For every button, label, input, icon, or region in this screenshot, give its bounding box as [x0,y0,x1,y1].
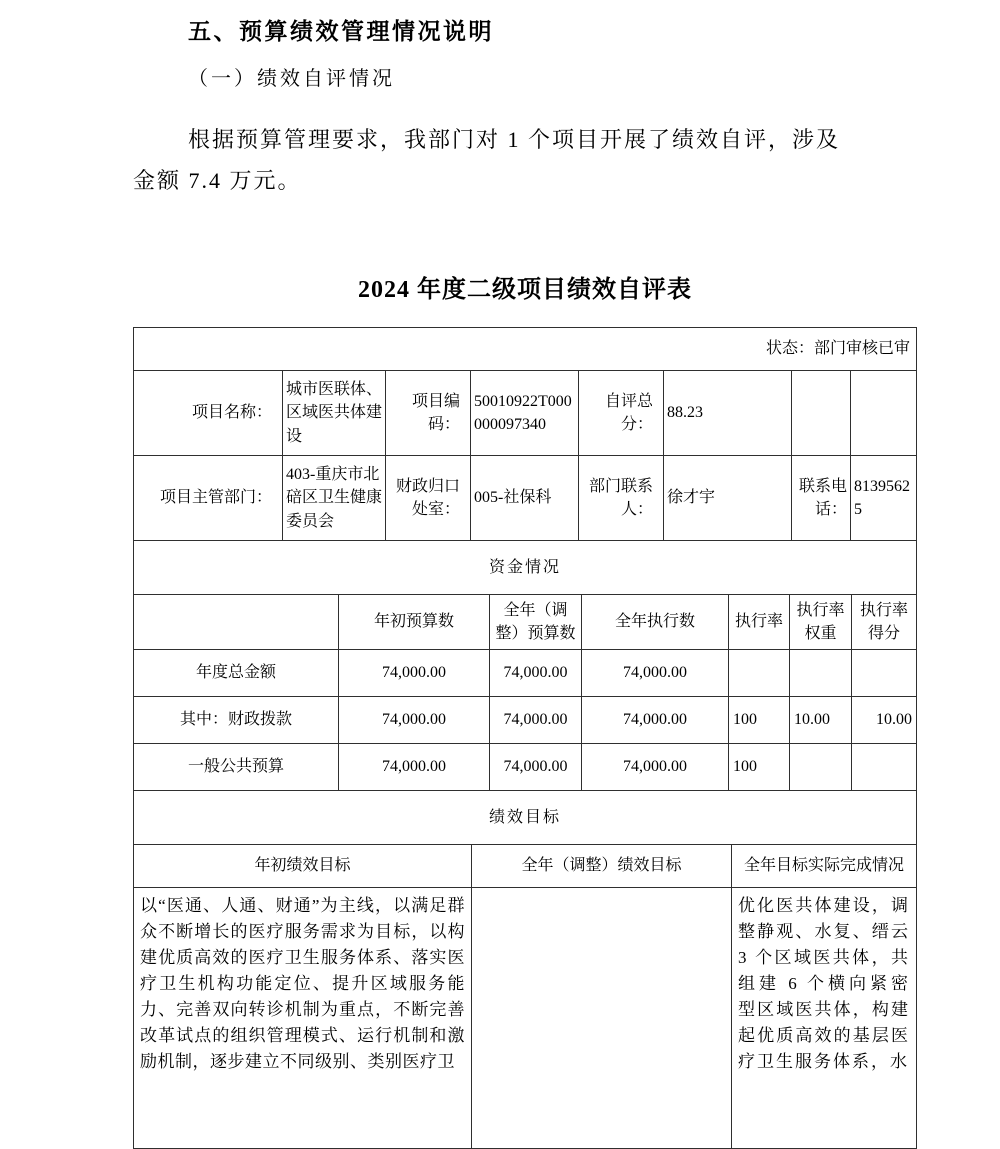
funds-row [134,743,916,790]
self-evaluation-table [133,327,917,1149]
table-row [134,790,916,844]
table-row [134,370,916,455]
dept-label: 项目主管部门： [159,489,272,507]
project-name-label: 项目名称： [191,404,272,422]
table-row [134,594,916,649]
funds-adjusted-budget-cell: 74,000.00 [489,650,581,696]
table-row [134,540,916,594]
funds-executed-cell: 74,000.00 [581,697,728,743]
project-code-label: 项目编码： [385,371,470,455]
table-row [134,455,916,540]
funds-header-initial-budget: 年初预算数 [338,595,489,649]
funds-section-title: 资金情况 [488,558,561,576]
table-row [134,844,916,887]
goals-header-actual: 全年目标实际完成情况 [731,845,916,887]
project-name-value: 城市医联体、区域医共体建设 [282,371,385,455]
project-code-value: 50010922T000000097340 [470,371,578,455]
funds-header-exec-rate: 执行率 [728,595,789,649]
finance-office-value: 005-社保科 [470,456,578,540]
sub-heading: （一）绩效自评情况 [188,68,395,90]
self-eval-score-label: 自评总分： [578,371,663,455]
section-heading: 五、预算绩效管理情况说明 [188,18,494,44]
adjusted-goal-text [471,888,731,1148]
actual-completion-text: 优化医共体建设，调整静观、水复、缙云 3 个区域医共体，共组建 6 个横向紧密型区域医共体，构建起优质高效的基层医疗卫生服务体系，水 [731,888,916,1148]
funds-row-label: 其中：财政拨款 [179,711,292,729]
funds-executed-cell: 74,000.00 [581,744,728,790]
empty-cell [791,371,850,455]
funds-header-rate-score: 执行率得分 [851,595,916,649]
table-title: 2024 年度二级项目绩效自评表 [358,277,692,303]
funds-row-label: 一般公共预算 [187,758,284,776]
status-cell: 状态：部门审核已审 [765,340,910,358]
self-eval-score-value: 88.23 [663,371,791,455]
funds-executed-cell: 74,000.00 [581,650,728,696]
goals-section-title: 绩效目标 [488,808,561,826]
phone-value: 81395625 [850,456,916,540]
funds-initial-budget-cell: 74,000.00 [338,744,489,790]
table-row [134,887,916,1148]
goals-header-initial: 年初绩效目标 [254,857,351,875]
funds-header-executed: 全年执行数 [581,595,728,649]
funds-row [134,649,916,696]
funds-rate-score-cell: 10.00 [851,697,916,743]
funds-header-adjusted-budget: 全年（调整）预算数 [489,595,581,649]
finance-office-label: 财政归口处室： [385,456,470,540]
funds-initial-budget-cell: 74,000.00 [338,697,489,743]
table-row [134,328,916,370]
funds-exec-rate-cell [728,650,789,696]
empty-cell [850,371,916,455]
funds-header-empty [134,595,338,649]
funds-row [134,696,916,743]
funds-row-label: 年度总金额 [195,664,276,682]
dept-value: 403-重庆市北碚区卫生健康委员会 [282,456,385,540]
funds-initial-budget-cell: 74,000.00 [338,650,489,696]
funds-rate-score-cell [851,744,916,790]
phone-label: 联系电话： [791,456,850,540]
funds-rate-weight-cell [789,650,851,696]
funds-rate-weight-cell [789,744,851,790]
funds-exec-rate-cell: 100 [728,744,789,790]
funds-header-rate-weight: 执行率权重 [789,595,851,649]
contact-label: 部门联系人： [578,456,663,540]
initial-goal-text: 以“医通、人通、财通”为主线，以满足群众不断增长的医疗服务需求为目标，以构建优质高效的医疗卫生服务体系、落实医疗卫生机构功能定位、提升区域服务能力、完善双向转诊机制为重点，不断完善改革试点的组织管理模式、运行机制和激励机制，逐步建立不同级别、类别医疗卫 [140,896,465,1071]
funds-adjusted-budget-cell: 74,000.00 [489,697,581,743]
funds-exec-rate-cell: 100 [728,697,789,743]
intro-paragraph: 根据预算管理要求，我部门对 1 个项目开展了绩效自评，涉及金额 7.4 万元。 [133,127,841,193]
funds-rate-score-cell [851,650,916,696]
funds-rate-weight-cell: 10.00 [789,697,851,743]
goals-header-adjusted: 全年（调整）绩效目标 [471,845,731,887]
contact-value: 徐才宇 [663,456,791,540]
funds-adjusted-budget-cell: 74,000.00 [489,744,581,790]
document-page [133,0,917,1149]
